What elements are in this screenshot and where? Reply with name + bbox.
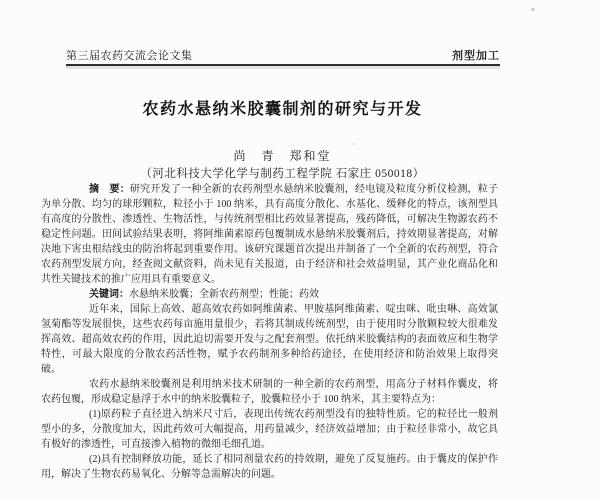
scan-speck xyxy=(352,143,355,145)
article-content xyxy=(41,100,498,482)
header-section-label: 剂型加工 xyxy=(452,50,500,62)
header-proceedings-title: 第三届农药交流会论文集 xyxy=(66,50,193,62)
page-header xyxy=(66,49,500,66)
keywords-text: 水悬纳米胶囊；全新农药剂型；性能；药效 xyxy=(129,289,319,300)
abstract-text: 研究开发了一种全新的农药剂型水悬纳米胶囊剂，经电镜及粒度分析仪检测，粒子为单分散、均匀的球形颗粒，粒径小于 100 纳米，具有高度分散化、水基化、缓释化的特点，该剂型具有高度的分散性、渗透性、生物活性，与传统剂型相比药效显著提高，残药降低，可解决生物源农药不稳定性问题。田间试验结果表明，将阿维菌素原药包覆制成水悬纳米胶囊剂后，持效期显著提高，对解决地下害虫根结线虫的防治将起到重要作用。该研究课题首次提出并制备了一个全新的农药剂型，符合农药剂型发展方向，经查阅文献资料，尚未见有关报道，由于经济和社会效益明显，其产业化商品化和共性关键技术的推广应用具有重要意义。 xyxy=(41,184,499,285)
affiliation-line: （河北科技大学化学与制药工程学院 石家庄 050018） xyxy=(140,168,425,180)
abstract-paragraph xyxy=(41,182,498,287)
paper-title: 农药水悬纳米胶囊制剂的研究与开发 xyxy=(142,101,423,118)
body-paragraph-2: 农药水悬纳米胶囊剂是利用纳米技术研制的一种全新的农药剂型，用高分子材料作囊皮，将农药包覆，形成稳定悬浮于水中的纳米胶囊粒子，胶囊粒径小于 100 纳米，其主要特点为： xyxy=(41,379,498,405)
authors-line: 尚 青 郑和堂 xyxy=(233,149,332,163)
keywords-label: 关键词： xyxy=(89,289,129,300)
body-paragraph-4: (2)具有控制释放功能，延长了相同剂量农药的持效期，避免了反复施药。由于囊皮的保护作用，解决了生物农药易氧化、分解等急需解决的问题。 xyxy=(41,454,498,480)
body-paragraph-3: (1)原药粒子直径进入纳米尺寸后，表现出传统农药剂型没有的独特性质。它的粒径比一般剂型小的多，分散度加大，因此药效可大幅提高，用药量减少，经济效益增加；由于粒径非常小，故它具有极好的渗透性，可直接渗入植物的微细毛细孔道。 xyxy=(41,409,498,450)
abstract-label: 摘 要： xyxy=(89,184,130,195)
scan-speck xyxy=(531,8,535,11)
body-paragraph-1: 近年来，国际上高效、超高效农药如阿维菌素、甲胺基阿维菌素、啶虫咪、吡虫啉、高效氯氢菊酯等发展很快，这些农药每亩施用量很少，若将其制成传统剂型，由于使用时分散颗粒较大很难发挥高效、超高效农药的作用，因此迫切需要开发与之配套剂型。依托纳米胶囊结构的表面效应和生物学特性，可最大限度的分散农药活性物，赋予农药制剂多种给药途径，在使用经济和防治效果上取得突破。 xyxy=(41,304,498,375)
keywords-line xyxy=(41,287,498,302)
